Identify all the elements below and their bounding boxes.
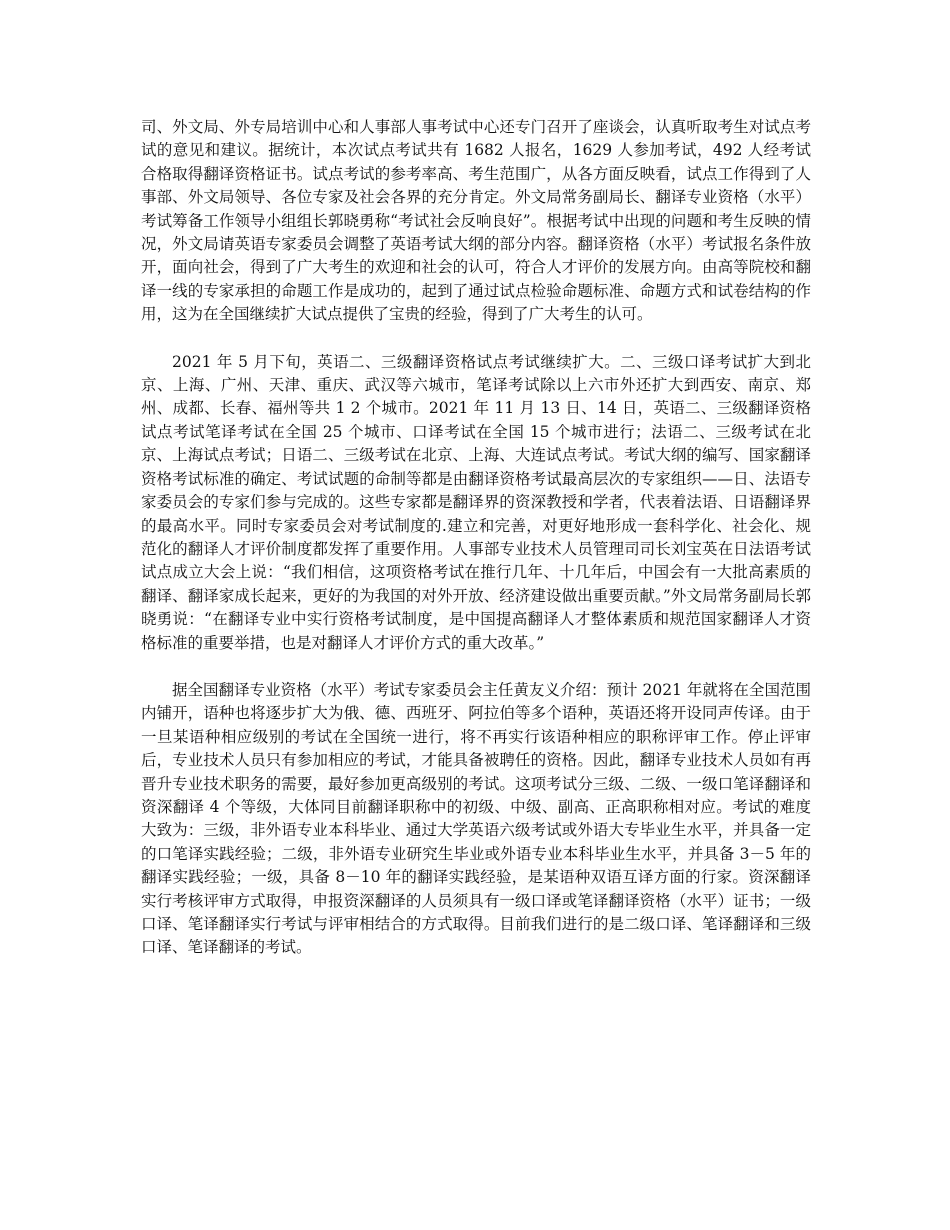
paragraph-continued: 司、外文局、外专局培训中心和人事部人事考试中心还专门召开了座谈会，认真听取考生对试点考试的意见和建议。据统计，本次试点考试共有 1682 人报名，1629 人参加考试，492 人经考试合格取得翻译资格证书。试点考试的参考率高、考生范围广，从各方面反映看，试点工作得到了人事部、外文局领导、各位专家及社会各界的充分肯定。外文局常务副局长、翻译专业资格（水平）考试筹备工作领导小组组长郭晓勇称“考试社会反响良好”。根据考试中出现的问题和考生反映的情况，外文局请英语专家委员会调整了英语考试大纲的部分内容。翻译资格（水平）考试报名条件放开，面向社会，得到了广大考生的欢迎和社会的认可，符合人才评价的发展方向。由高等院校和翻译一线的专家承担的命题工作是成功的，起到了通过试点检验命题标准、命题方式和试卷结构的作用，这为在全国继续扩大试点提供了宝贵的经验，得到了广大考生的认可。 <box>141 118 811 324</box>
paragraph-2021-expansion: 2021 年 5 月下旬，英语二、三级翻译资格试点考试继续扩大。二、三级口译考试扩大到北京、上海、广州、天津、重庆、武汉等六城市，笔译考试除以上六市外还扩大到西安、南京、郑州、成都、长春、福州等共 1 2 个城市。2021 年 11 月 13 日、14 日，英语二、三级翻译资格试点考试笔译考试在全国 25 个城市、口译考试在全国 15 个城市进行；法语二、三级考试在北京、上海试点考试；日语二、三级考试在北京、上海、大连试点考试。考试大纲的编写、国家翻译资格考试标准的确定、考试试题的命制等都是由翻译资格考试最高层次的专家组织——日、法语专家委员会的专家们参与完成的。这些专家都是翻译界的资深教授和学者，代表着法语、日语翻译界的最高水平。同时专家委员会对考试制度的.建立和完善，对更好地形成一套科学化、社会化、规范化的翻译人才评价制度都发挥了重要作用。人事部专业技术人员管理司司长刘宝英在日法语考试试点成立大会上说：“我们相信，这项资格考试在推行几年、十几年后，中国会有一大批高素质的翻译、翻译家成长起来，更好的为我国的对外开放、经济建设做出重要贡献。”外文局常务副局长郭晓勇说：“在翻译专业中实行资格考试制度，是中国提高翻译人才整体素质和规范国家翻译人才资格标准的重要举措，也是对翻译人才评价方式的重大改革。” <box>141 352 811 652</box>
paragraph-exam-levels: 据全国翻译专业资格（水平）考试专家委员会主任黄友义介绍：预计 2021 年就将在全国范围内铺开，语种也将逐步扩大为俄、德、西班牙、阿拉伯等多个语种，英语还将开设同声传译。由于一旦某语种相应级别的考试在全国统一进行，将不再实行该语种相应的职称评审工作。停止评审后，专业技术人员只有参加相应的考试，才能具备被聘任的资格。因此，翻译专业技术人员如有再晋升专业技术职务的需要，最好参加更高级别的考试。这项考试分三级、二级、一级口笔译翻译和资深翻译 4 个等级，大体同目前翻译职称中的初级、中级、副高、正高职称相对应。考试的难度大致为：三级，非外语专业本科毕业、通过大学英语六级考试或外语大专毕业生水平，并具备一定的口笔译实践经验；二级，非外语专业研究生毕业或外语专业本科毕业生水平，并具备 3－5 年的翻译实践经验；一级，具备 8－10 年的翻译实践经验，是某语种双语互译方面的行家。资深翻译实行考核评审方式取得，申报资深翻译的人员须具有一级口译或笔译翻译资格（水平）证书；一级口译、笔译翻译实行考试与评审相结合的方式取得。目前我们进行的是二级口译、笔译翻译和三级口译、笔译翻译的考试。 <box>141 680 811 957</box>
document-page <box>141 116 811 984</box>
